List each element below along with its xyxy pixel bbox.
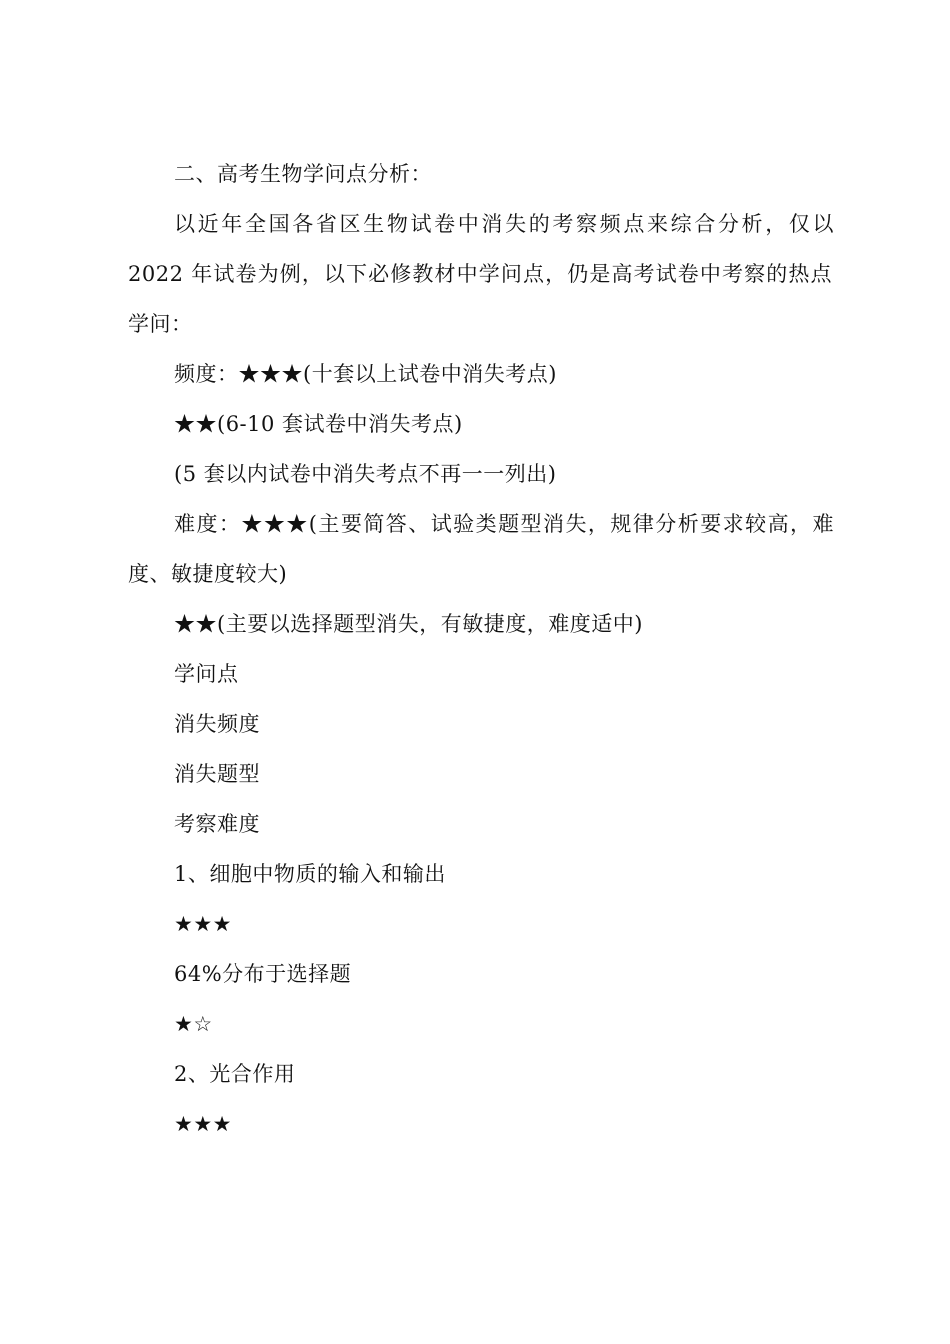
item-1-question-type: 64%分布于选择题 bbox=[174, 962, 352, 986]
frequency-three-star: 频度：★★★(十套以上试卷中消失考点) bbox=[174, 362, 557, 386]
intro-line-2: 2022 年试卷为例，以下必修教材中学问点，仍是高考试卷中考察的热点 bbox=[128, 262, 832, 286]
frequency-note: (5 套以内试卷中消失考点不再一一列出) bbox=[174, 462, 557, 486]
item-1-frequency: ★★★ bbox=[174, 912, 232, 936]
header-question-type: 消失题型 bbox=[174, 762, 260, 786]
item-2-frequency: ★★★ bbox=[174, 1112, 232, 1136]
header-difficulty: 考察难度 bbox=[174, 812, 260, 836]
difficulty-three-star-line-1: 难度：★★★(主要简答、试验类题型消失，规律分析要求较高，难 bbox=[174, 512, 834, 536]
intro-line-1: 以近年全国各省区生物试卷中消失的考察频点来综合分析，仅以 bbox=[174, 212, 834, 236]
item-2-title: 2、光合作用 bbox=[174, 1062, 296, 1086]
header-knowledge-point: 学问点 bbox=[174, 662, 239, 686]
difficulty-two-star: ★★(主要以选择题型消失，有敏捷度，难度适中) bbox=[174, 612, 643, 636]
frequency-two-star: ★★(6-10 套试卷中消失考点) bbox=[174, 412, 463, 436]
item-1-title: 1、细胞中物质的输入和输出 bbox=[174, 862, 446, 886]
intro-line-3: 学问： bbox=[128, 312, 193, 336]
item-1-difficulty: ★☆ bbox=[174, 1012, 213, 1036]
difficulty-three-star-line-2: 度、敏捷度较大) bbox=[128, 562, 288, 586]
header-frequency: 消失频度 bbox=[174, 712, 260, 736]
section-heading: 二、高考生物学问点分析： bbox=[174, 162, 432, 186]
